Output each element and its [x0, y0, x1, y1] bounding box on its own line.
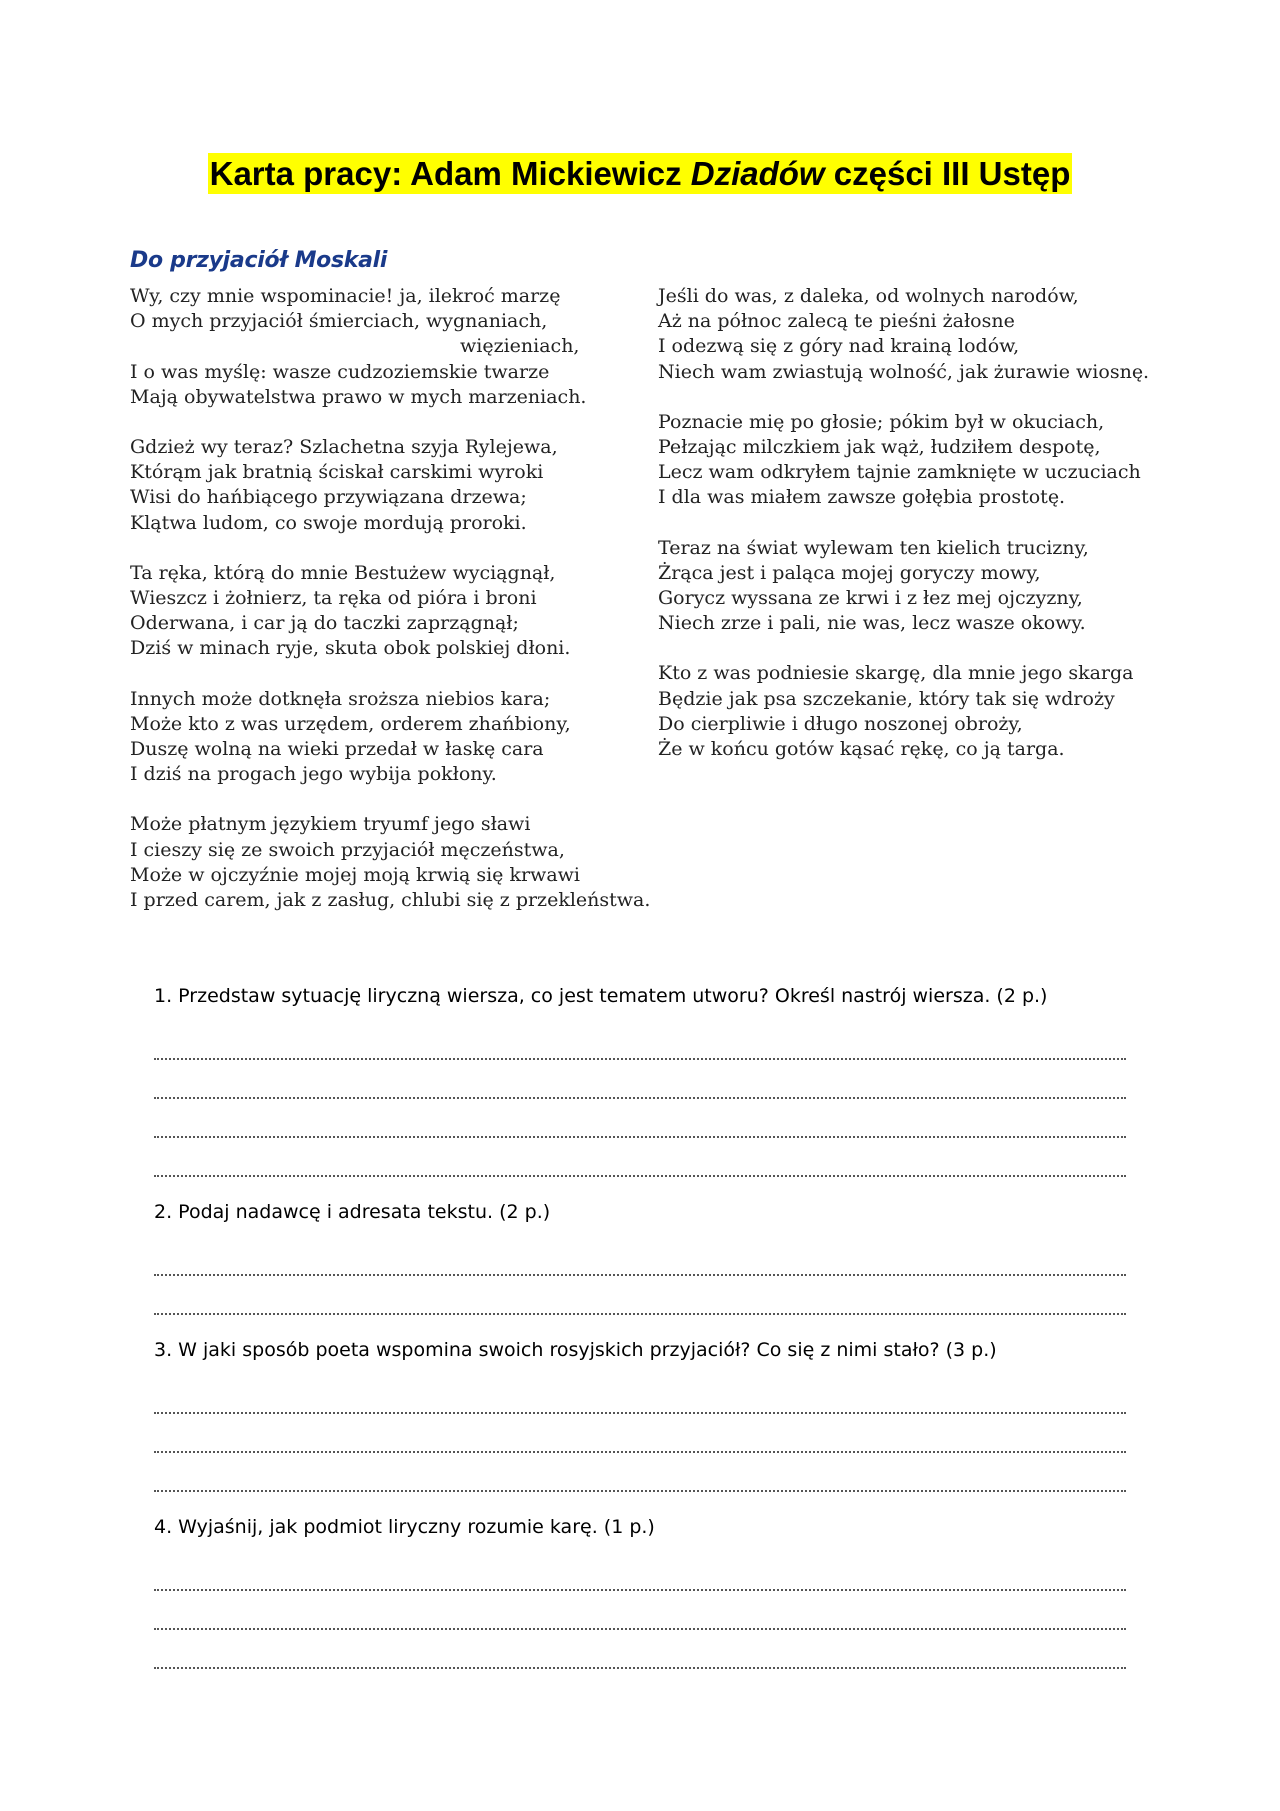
title-highlight: [208, 153, 1073, 194]
poem-line: Do cierpliwie i długo noszonej obroży,: [658, 712, 1023, 735]
poem-line: I o was myślę: wasze cudzoziemskie twarze: [130, 360, 550, 383]
question-block: [154, 1199, 1130, 1315]
poem-left-column: [130, 284, 651, 938]
poem-line: Wieszcz i żołnierz, ta ręka od pióra i broni: [130, 587, 537, 610]
answer-line[interactable]: [154, 1414, 1126, 1453]
question-text: 3. W jaki sposób poeta wspomina swoich rosyjskich przyjaciół? Co się z nimi stało? (3 p.): [154, 1339, 997, 1361]
poem-line: Że w końcu gotów kąsać rękę, co ją targa.: [658, 738, 1065, 761]
answer-line[interactable]: [154, 1276, 1126, 1315]
title-prefix: Karta pracy: Adam Mickiewicz: [209, 155, 691, 192]
poem-line: Teraz na świat wylewam ten kielich trucizny,: [658, 536, 1089, 559]
answer-line[interactable]: [154, 1237, 1126, 1276]
answer-line[interactable]: [154, 1375, 1126, 1414]
poem-line: Klątwa ludom, co swoje mordują proroki.: [130, 511, 527, 534]
page-title: [0, 152, 1280, 196]
poem-line: Oderwana, i car ją do taczki zaprzągnął;: [130, 612, 519, 635]
question-block: [154, 1514, 1130, 1669]
poem-line: Wy, czy mnie wspominacie! ja, ilekroć marzę: [130, 285, 561, 307]
poem-line: Wisi do hańbiącego przywiązana drzewa;: [130, 486, 527, 509]
poem-line: Pełzając milczkiem jak wąż, łudziłem despotę,: [658, 436, 1101, 459]
poem-stanza: [658, 410, 1158, 511]
question-text: 4. Wyjaśnij, jak podmiot liryczny rozumie karę. (1 p.): [154, 1516, 655, 1538]
poem-line: Mają obywatelstwa prawo w mych marzeniach.: [130, 385, 587, 408]
poem-line: Kto z was podniesie skargę, dla mnie jego skarga: [658, 662, 1134, 685]
answer-line[interactable]: [154, 1021, 1126, 1060]
poem-line: Ta ręka, którą do mnie Bestużew wyciągnął,: [130, 561, 556, 584]
poem-line: Aż na północ zalecą te pieśni żałosne: [658, 310, 1015, 333]
poem-stanza: [130, 435, 630, 536]
poem-line: Jeśli do was, z daleka, od wolnych narodów,: [658, 285, 1079, 307]
question-text: 1. Przedstaw sytuację liryczną wiersza, co jest tematem utworu? Określ nastrój wiersza. (2 p.): [154, 985, 1048, 1007]
poem-line: I dla was miałem zawsze gołębia prostotę.: [658, 486, 1066, 509]
question-block: [154, 1337, 1130, 1492]
poem-line: Może w ojczyźnie mojej moją krwią się krwawi: [130, 863, 580, 886]
poem-line: Może kto z was urzędem, orderem zhańbiony,: [130, 712, 571, 735]
poem-stanza: [130, 687, 630, 788]
poem-line: Dziś w minach ryje, skuta obok polskiej dłoni.: [130, 637, 571, 660]
question-block: [154, 983, 1130, 1177]
answer-line[interactable]: [154, 1138, 1126, 1177]
title-suffix: części III Ustęp: [824, 155, 1071, 192]
poem-line: Duszę wolną na wieki przedał w łaskę cara: [130, 738, 544, 761]
poem-line: I przed carem, jak z zasług, chlubi się z przekleństwa.: [130, 889, 651, 912]
poem-right-column: [658, 284, 1158, 787]
poem-heading: Do przyjaciół Moskali: [130, 248, 388, 273]
poem-line: Gdzież wy teraz? Szlachetna szyja Rylejewa,: [130, 436, 558, 459]
questions-section: [154, 983, 1130, 1691]
poem-line: Którąm jak bratnią ściskał carskimi wyroki: [130, 461, 544, 484]
question-text: 2. Podaj nadawcę i adresata tekstu. (2 p.): [154, 1201, 551, 1223]
poem-line: I cieszy się ze swoich przyjaciół męczeństwa,: [130, 838, 565, 861]
poem-line: więzieniach,: [460, 335, 580, 358]
answer-line[interactable]: [154, 1591, 1126, 1630]
poem-line: Lecz wam odkryłem tajnie zamknięte w uczuciach: [658, 461, 1141, 484]
poem-stanza: [130, 284, 630, 410]
poem-line: Gorycz wyssana ze krwi i z łez mej ojczyzny,: [658, 587, 1083, 610]
title-italic: Dziadów: [690, 155, 825, 192]
poem-line: O mych przyjaciół śmierciach, wygnaniach,: [130, 310, 548, 333]
poem-stanza: [658, 284, 1158, 385]
poem-line: I odezwą się z góry nad krainą lodów,: [658, 335, 1020, 358]
poem-line: I dziś na progach jego wybija pokłony.: [130, 763, 497, 786]
poem-line: Żrąca jest i paląca mojej goryczy mowy,: [658, 561, 1041, 584]
poem-line: Niech zrze i pali, nie was, lecz wasze okowy.: [658, 612, 1086, 635]
answer-line[interactable]: [154, 1630, 1126, 1669]
poem-line: Poznacie mię po głosie; pókim był w okuciach,: [658, 410, 1105, 433]
answer-line[interactable]: [154, 1099, 1126, 1138]
poem-line: Innych może dotknęła sroższa niebios kara;: [130, 687, 551, 710]
answer-line[interactable]: [154, 1453, 1126, 1492]
answer-line[interactable]: [154, 1552, 1126, 1591]
poem-line: Może płatnym językiem tryumf jego sławi: [130, 813, 531, 836]
poem-stanza: [130, 812, 651, 913]
poem-stanza: [658, 661, 1158, 762]
poem-line: Niech wam zwiastują wolność, jak żurawie wiosnę.: [658, 360, 1150, 383]
poem-stanza: [658, 536, 1158, 637]
poem-line: Będzie jak psa szczekanie, który tak się wdroży: [658, 687, 1115, 710]
answer-line[interactable]: [154, 1060, 1126, 1099]
poem-stanza: [130, 561, 630, 662]
